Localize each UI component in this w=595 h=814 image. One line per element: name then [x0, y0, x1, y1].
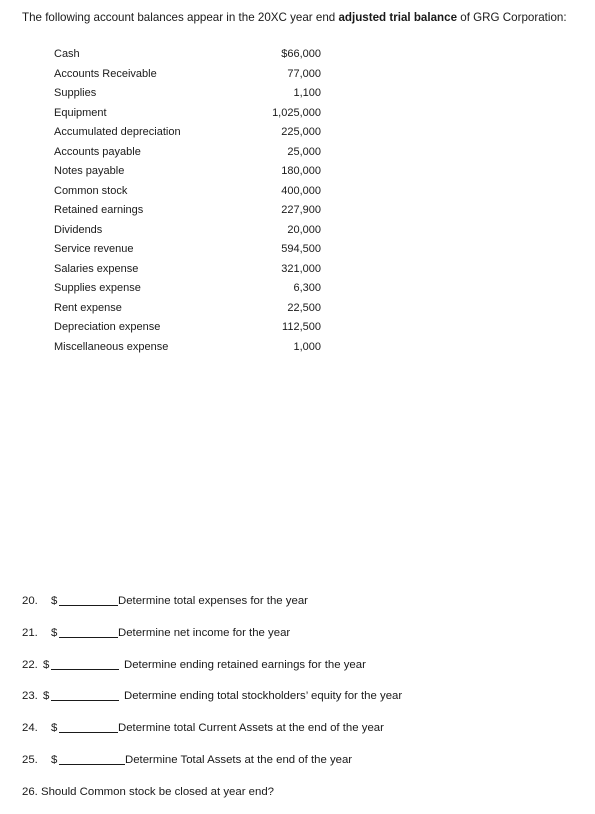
account-name: Supplies expense	[54, 282, 141, 294]
question-text: Determine ending retained earnings for the year	[124, 659, 366, 671]
question-number: 20.	[22, 595, 38, 607]
answer-blank[interactable]	[59, 718, 118, 733]
account-amount: 225,000	[281, 126, 321, 138]
account-name: Notes payable	[54, 165, 125, 177]
account-amount: 112,500	[282, 321, 321, 333]
intro-bold-phrase: adjusted trial balance	[338, 11, 458, 24]
dollar-sign: $	[51, 595, 58, 607]
account-amount: 77,000	[287, 67, 321, 80]
question-number: 21.	[22, 627, 38, 639]
account-name: Rent expense	[54, 301, 122, 314]
trial-balance-row	[0, 162, 595, 181]
trial-balance-row	[0, 299, 595, 318]
answer-blank[interactable]	[51, 686, 119, 701]
account-name: Retained earnings	[54, 204, 144, 216]
question-row	[0, 750, 595, 770]
trial-balance-row	[0, 123, 595, 142]
account-amount: 321,000	[281, 262, 321, 275]
trial-balance-row	[0, 318, 595, 337]
account-amount: 6,300	[293, 282, 321, 294]
account-amount: $66,000	[281, 48, 321, 60]
answer-blank[interactable]	[59, 623, 118, 638]
question-text: Determine net income for the year	[118, 627, 291, 639]
trial-balance-row	[0, 84, 595, 103]
trial-balance-row	[0, 338, 595, 357]
answer-blank[interactable]	[51, 655, 119, 670]
account-amount: 1,000	[293, 340, 321, 353]
trial-balance-row	[0, 260, 595, 279]
trial-balance-row	[0, 182, 595, 201]
question-number: 22.	[22, 659, 38, 671]
question-row	[0, 718, 595, 738]
account-amount: 400,000	[281, 184, 321, 197]
account-amount: 1,100	[293, 87, 321, 99]
account-amount: 227,900	[281, 204, 321, 216]
dollar-sign: $	[51, 754, 58, 766]
question-row	[0, 686, 595, 706]
account-name: Cash	[54, 48, 80, 60]
trial-balance-row	[0, 240, 595, 259]
intro-sentence	[22, 10, 587, 26]
account-name: Accounts payable	[54, 145, 141, 158]
account-amount: 180,000	[281, 165, 321, 177]
account-name: Supplies	[54, 87, 97, 99]
question-number: 25.	[22, 754, 38, 766]
answer-blank[interactable]	[59, 591, 118, 606]
account-name: Accumulated depreciation	[54, 126, 181, 138]
account-name: Common stock	[54, 184, 128, 197]
account-amount: 25,000	[287, 145, 321, 158]
closing-question: 26. Should Common stock be closed at year end?	[22, 786, 275, 798]
question-text: Determine Total Assets at the end of the year	[125, 754, 353, 766]
account-amount: 1,025,000	[272, 106, 321, 119]
question-row	[0, 623, 595, 643]
intro-text-end: of GRG Corporation:	[457, 11, 567, 24]
dollar-sign: $	[43, 690, 50, 702]
question-text: Determine total expenses for the year	[118, 595, 308, 607]
question-row	[0, 655, 595, 675]
account-name: Accounts Receivable	[54, 67, 157, 80]
trial-balance-row	[0, 45, 595, 64]
trial-balance-row	[0, 221, 595, 240]
question-text: Determine total Current Assets at the end of the year	[118, 722, 384, 734]
account-amount: 22,500	[287, 301, 321, 314]
question-number: 24.	[22, 722, 38, 734]
account-amount: 594,500	[281, 243, 321, 255]
question-number: 23.	[22, 690, 38, 702]
intro-text-start: The following account balances appear in the 20XC year end	[22, 11, 339, 24]
question-text: Determine ending total stockholders’ equity for the year	[124, 690, 403, 702]
account-name: Salaries expense	[54, 262, 139, 275]
trial-balance-row	[0, 143, 595, 162]
account-name: Miscellaneous expense	[54, 340, 169, 353]
account-name: Service revenue	[54, 243, 134, 255]
trial-balance-row	[0, 279, 595, 298]
trial-balance-row	[0, 104, 595, 123]
dollar-sign: $	[51, 722, 58, 734]
account-name: Depreciation expense	[54, 321, 161, 333]
dollar-sign: $	[43, 659, 50, 671]
question-row	[0, 591, 595, 611]
dollar-sign: $	[51, 627, 58, 639]
answer-blank[interactable]	[59, 750, 125, 765]
account-name: Dividends	[54, 223, 103, 236]
account-name: Equipment	[54, 106, 107, 119]
trial-balance-row	[0, 201, 595, 220]
trial-balance-row	[0, 65, 595, 84]
account-amount: 20,000	[287, 223, 321, 236]
